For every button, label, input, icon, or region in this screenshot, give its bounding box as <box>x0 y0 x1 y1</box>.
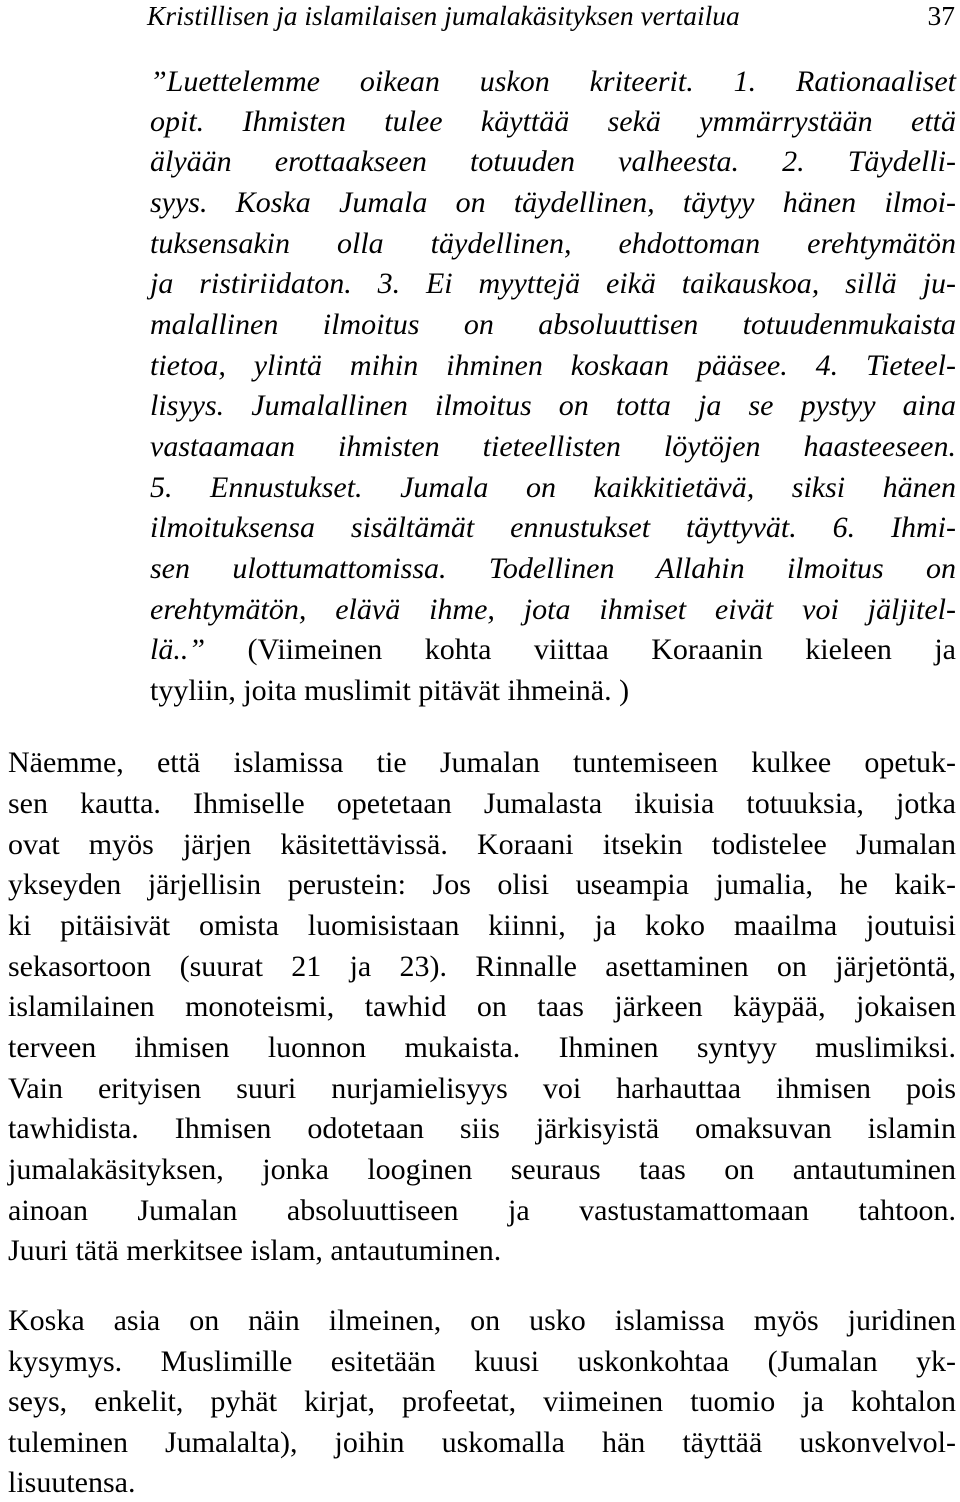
quote-line: vastaamaan ihmisten tieteellisten löytöjen haasteeseen. <box>150 430 956 463</box>
quote-line: opit. Ihmisten tulee käyttää sekä ymmärrystään että <box>150 105 956 138</box>
paragraph-line: kysymys. Muslimille esitetään kuusi uskonkohtaa (Jumalan yk- <box>8 1345 956 1378</box>
quote-commentary-end: tyyliin, joita muslimit pitävät ihmeinä. ) <box>150 674 630 707</box>
paragraph-line: sekasortoon (suurat 21 ja 23). Rinnalle asettaminen on järjetöntä, <box>8 950 956 983</box>
running-header <box>147 0 955 36</box>
quote-commentary-start: (Viimeinen kohta viittaa Koraanin kieleen ja <box>205 633 956 666</box>
paragraph-line: seys, enkelit, pyhät kirjat, profeetat, viimeinen tuomio ja kohtalon <box>8 1385 956 1418</box>
quote-line: sen ulottumattomissa. Todellinen Allahin ilmoitus on <box>150 552 956 585</box>
quote-line: älyään erottaakseen totuuden valheesta. 2. Täydelli- <box>150 145 956 178</box>
page-number: 37 <box>927 0 955 31</box>
quote-line-mixed <box>150 632 956 668</box>
quote-line: lisyys. Jumalallinen ilmoitus on totta ja se pystyy aina <box>150 389 956 422</box>
paragraph-line: sen kautta. Ihmiselle opetetaan Jumalasta ikuisia totuuksia, jotka <box>8 787 956 820</box>
quote-line: syys. Koska Jumala on täydellinen, täytyy hänen ilmoi- <box>150 186 956 219</box>
paragraph-line: islamilainen monoteismi, tawhid on taas järkeen käypää, jokaisen <box>8 990 956 1023</box>
paragraph-line: terveen ihmisen luonnon mukaista. Ihminen syntyy muslimiksi. <box>8 1031 956 1064</box>
quote-close-fragment: lä..” <box>150 633 206 666</box>
paragraph-line: jumalakäsityksen, jonka looginen seuraus taas on antautuminen <box>8 1153 956 1186</box>
quote-line: ja ristiriidaton. 3. Ei myyttejä eikä taikauskoa, sillä ju- <box>150 267 956 300</box>
paragraph-line: Näemme, että islamissa tie Jumalan tuntemiseen kulkee opetuk- <box>8 746 956 779</box>
paragraph-line: Koska asia on näin ilmeinen, on usko islamissa myös juridinen <box>8 1304 956 1337</box>
paragraph-line: tawhidista. Ihmisen odotetaan siis järkisyistä omaksuvan islamin <box>8 1112 956 1145</box>
quote-line: 5. Ennustukset. Jumala on kaikkitietävä, siksi hänen <box>150 471 956 504</box>
paragraph-line: ainoan Jumalan absoluuttiseen ja vastustamattomaan tahtoon. <box>8 1194 956 1227</box>
paragraph-line: lisuutensa. <box>8 1466 136 1499</box>
paragraph-line: Juuri tätä merkitsee islam, antautuminen. <box>8 1234 502 1267</box>
paragraph-line: ki pitäisivät omista luomisistaan kiinni, ja koko maailma joutuisi <box>8 909 956 942</box>
quote-line: tuksensakin olla täydellinen, ehdottoman erehtymätön <box>150 227 956 260</box>
running-title: Kristillisen ja islamilaisen jumalakäsityksen vertailua <box>147 0 740 31</box>
paragraph-line: Vain erityisen suuri nurjamielisyys voi harhauttaa ihmisen pois <box>8 1072 956 1105</box>
quote-line: erehtymätön, elävä ihme, jota ihmiset eivät voi jäljitel- <box>150 593 956 626</box>
quote-line: ilmoituksensa sisältämät ennustukset täyttyvät. 6. Ihmi- <box>150 511 956 544</box>
paragraph-line: ykseyden järjellisin perustein: Jos olisi useampia jumalia, he kaik- <box>8 868 956 901</box>
quote-line: malallinen ilmoitus on absoluuttisen totuudenmukaista <box>150 308 956 341</box>
quote-line: tietoa, ylintä mihin ihminen koskaan pääsee. 4. Tieteel- <box>150 349 956 382</box>
paragraph-line: tuleminen Jumalalta), joihin uskomalla hän täyttää uskonvelvol- <box>8 1426 956 1459</box>
quote-line: ”Luettelemme oikean uskon kriteerit. 1. Rationaaliset <box>150 65 956 98</box>
paragraph-line: ovat myös järjen käsitettävissä. Koraani itsekin todistelee Jumalan <box>8 828 956 861</box>
